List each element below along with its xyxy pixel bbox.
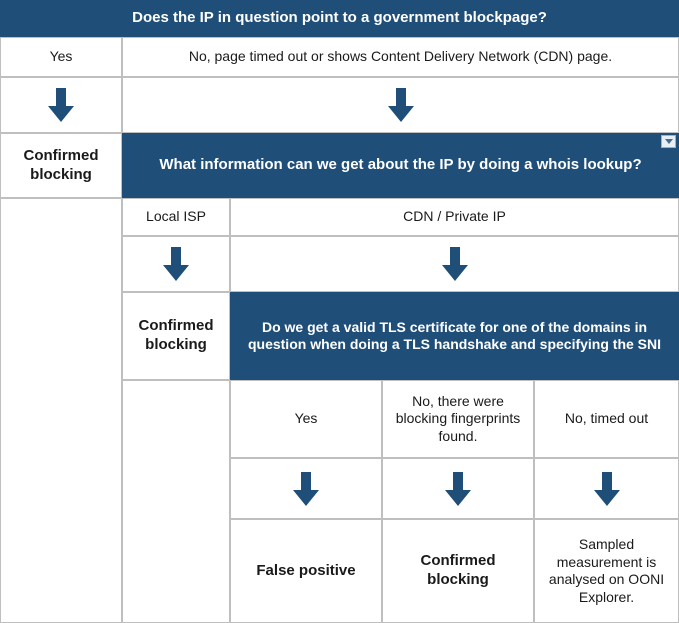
row7-timedout-cell [534, 380, 679, 458]
down-arrow-icon [291, 470, 321, 508]
row5-arrow-right-cell [230, 236, 679, 292]
down-arrow-icon [386, 86, 416, 124]
dropdown-marker-icon[interactable] [661, 135, 676, 148]
row4-cdn-private-ip-cell [230, 198, 679, 236]
row9-confirmed-line1: Confirmed [420, 552, 496, 570]
row6-confirmed-blocking-cell [122, 292, 230, 380]
row9-confirmed-blocking-cell [382, 519, 534, 623]
row3-whois-question-cell [122, 133, 679, 198]
row7-timedout-text: No, timed out [564, 410, 649, 427]
row7-yes-cell [230, 380, 382, 458]
down-arrow-icon [443, 470, 473, 508]
row4-local-isp-cell [122, 198, 230, 236]
row1-yes-cell [0, 37, 122, 77]
row5-arrow-left-cell [122, 236, 230, 292]
row8-arrow-col2-cell [382, 458, 534, 519]
row8-arrow-col1-cell [230, 458, 382, 519]
row6-tls-question-text: Do we get a valid TLS certificate for one of the domains in question when doing a TLS handshake and specifying the SNI [247, 318, 662, 352]
row7-fingerprints-cell [382, 380, 534, 458]
row7-fingerprints-text: No, there were blocking fingerprints found. [395, 392, 521, 444]
down-arrow-icon [46, 86, 76, 124]
row3-whois-question-text: What information can we get about the IP by doing a whois lookup? [159, 156, 642, 174]
row7-yes-text: Yes [294, 410, 318, 427]
row9-confirmed-line2: blocking [427, 571, 489, 588]
down-arrow-icon [440, 245, 470, 283]
row9-sampled-measurement-text: Sampled measurement is analysed on OONI Explorer. [548, 536, 665, 605]
row9-false-positive-cell [230, 519, 382, 623]
row2-arrow-left-cell [0, 77, 122, 133]
col2-empty-cell [122, 380, 230, 623]
row3-confirmed-blocking-cell [0, 133, 122, 198]
row6-confirmed-line1: Confirmed [138, 317, 214, 335]
row9-sampled-measurement-cell [534, 519, 679, 623]
down-arrow-icon [161, 245, 191, 283]
row3-confirmed-line2: blocking [30, 165, 92, 183]
row6-confirmed-line2: blocking [145, 336, 207, 353]
row8-arrow-col3-cell [534, 458, 679, 519]
row9-false-positive-text: False positive [256, 561, 356, 579]
title-question-cell [0, 0, 679, 37]
row2-arrow-right-cell [122, 77, 679, 133]
marker-triangle [665, 139, 673, 144]
title-question-text: Does the IP in question point to a government blockpage? [132, 9, 547, 27]
row6-tls-question-cell [230, 292, 679, 380]
row4-local-isp-text: Local ISP [146, 208, 206, 225]
row4-cdn-private-ip-text: CDN / Private IP [403, 208, 506, 225]
row1-yes-text: Yes [49, 48, 73, 65]
row1-no-cell [122, 37, 679, 77]
row1-no-text: No, page timed out or shows Content Delivery Network (CDN) page. [188, 48, 613, 65]
row3-confirmed-line1: Confirmed [23, 146, 99, 164]
left-empty-column-cell [0, 198, 122, 623]
down-arrow-icon [592, 470, 622, 508]
